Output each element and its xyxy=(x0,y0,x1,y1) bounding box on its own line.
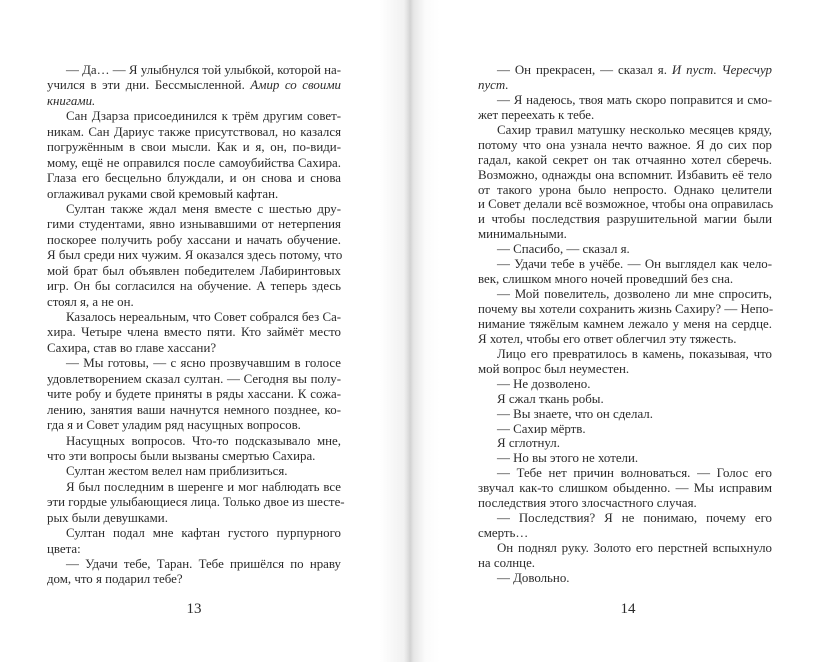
page-number-left: 13 xyxy=(186,601,202,617)
line-text: — Но вы этого не хотели. xyxy=(497,451,639,466)
text-line xyxy=(478,332,772,347)
line-text: Я был среди них чужим. Я оказался здесь потому, что xyxy=(47,248,343,263)
line-text: Сахир травил матушку несколько месяцев кряду, xyxy=(497,122,772,137)
text-line xyxy=(478,93,772,108)
left-page-text xyxy=(47,63,345,588)
line-text: гда я и Совет уладим ряд насущных вопросов. xyxy=(47,418,301,433)
line-text: Я хотел, чтобы его ответ облегчил эту тяжесть. xyxy=(478,331,737,346)
text-line xyxy=(478,153,772,168)
text-line xyxy=(478,197,772,212)
text-line xyxy=(478,78,772,93)
line-text: дом, что я подарил тебе? xyxy=(47,572,183,587)
text-line xyxy=(478,571,772,586)
line-text: — Мой повелитель, дозволено ли мне спросить, xyxy=(497,287,772,302)
line-text: — Тебе нет причин волноваться. — Голос его xyxy=(497,466,772,481)
line-text: и чтобы последствия разрушительной магии были xyxy=(478,212,772,227)
text-line xyxy=(478,466,772,481)
line-text: гадал, какой секрет он так отчаянно хотел сберечь. xyxy=(478,152,772,167)
text-line xyxy=(47,387,341,402)
line-text: игр. Он бы согласился на обучение. А теперь здесь xyxy=(47,279,341,294)
text-line xyxy=(47,356,341,371)
line-text: минимальными. xyxy=(478,227,567,242)
text-line xyxy=(47,341,341,356)
text-line xyxy=(47,372,341,387)
text-line xyxy=(47,526,341,541)
text-line xyxy=(478,451,772,466)
line-text: Я сжал ткань робы. xyxy=(497,391,604,406)
text-line xyxy=(47,464,341,479)
text-line xyxy=(47,325,341,340)
line-text: чите робу и будете приняты в ряды хассани. К сожа- xyxy=(47,387,341,402)
text-line xyxy=(47,310,341,325)
line-text: — Я надеюсь, твоя мать скоро поправится и смо- xyxy=(497,92,772,107)
text-line xyxy=(478,63,772,78)
line-text: рых были девушками. xyxy=(47,510,168,525)
line-text: звучал как-то слишком обыденно. — Мы исправим xyxy=(478,481,772,496)
line-text: Султан жестом велел нам приблизиться. xyxy=(66,464,288,479)
text-line xyxy=(478,541,772,556)
italic-text: книгами. xyxy=(47,93,96,108)
text-line xyxy=(47,542,341,557)
text-line xyxy=(47,449,341,464)
line-text: почему вы хотели сохранить жизнь Сахиру? — Непо- xyxy=(478,302,774,316)
text-line xyxy=(478,227,772,242)
line-text: — Довольно. xyxy=(497,570,570,585)
line-text: Казалось нереальным, что Совет собрался без Са- xyxy=(66,310,342,324)
text-line xyxy=(47,233,341,248)
text-line xyxy=(47,480,341,495)
text-line xyxy=(478,272,772,287)
line-text: стоял я, а не он. xyxy=(47,294,134,309)
text-line xyxy=(478,362,772,377)
line-text: мой вопрос был неуместен. xyxy=(478,361,630,376)
line-text: Сан Дзарза присоединился к трём другим совет- xyxy=(66,109,341,124)
line-text: — Спасибо, — сказал я. xyxy=(497,242,630,257)
text-line xyxy=(478,496,772,511)
text-line xyxy=(478,436,772,451)
line-text: лению, занятия ваши начнутся немного позднее, ко- xyxy=(47,402,341,417)
line-text: хира. Четыре члена вместо пяти. Кто займёт место xyxy=(47,325,341,340)
text-line xyxy=(47,403,341,418)
text-line xyxy=(478,392,772,407)
text-line xyxy=(47,557,341,572)
text-line xyxy=(47,156,341,171)
line-text: мому, ещё не оправился после самоубийства Сахира. xyxy=(47,155,341,170)
text-line xyxy=(478,481,772,496)
text-line xyxy=(478,242,772,257)
text-line xyxy=(47,572,341,587)
line-text: Сахира, став во главе хассани? xyxy=(47,340,217,355)
text-line xyxy=(478,257,772,272)
text-line xyxy=(47,279,341,294)
text-line xyxy=(47,94,341,109)
line-text: нимание тяжёлым камнем лежало у меня на сердце. xyxy=(478,316,772,331)
line-text: — Сахир мёртв. xyxy=(497,421,586,436)
text-line xyxy=(47,248,341,263)
line-text: — Он прекрасен, — сказал я. xyxy=(497,63,672,77)
text-line xyxy=(478,302,772,317)
text-line xyxy=(47,295,341,310)
text-line xyxy=(478,183,772,198)
text-line xyxy=(47,140,341,155)
italic-text: пуст. xyxy=(478,77,509,92)
line-text: век, слишком много ночей проведший без сна. xyxy=(478,272,734,287)
text-line xyxy=(47,125,341,140)
page-number-right: 14 xyxy=(620,601,636,617)
line-text: Я сглотнул. xyxy=(497,436,560,451)
text-line xyxy=(47,434,341,449)
line-text: жет переехать к тебе. xyxy=(478,107,595,122)
text-line xyxy=(47,264,341,279)
line-text: погружённым в свои мысли. Как и я, он, по-види- xyxy=(47,140,341,155)
line-text: цвета: xyxy=(47,541,81,556)
text-line xyxy=(47,418,341,433)
line-text: Он поднял руку. Золото его перстней вспыхнуло xyxy=(497,541,772,555)
line-text: поскорее получить робу хассани и начать обучение. xyxy=(47,232,341,247)
right-page-text xyxy=(478,63,772,586)
text-line xyxy=(478,123,772,138)
text-line xyxy=(47,171,341,186)
line-text: Насущных вопросов. Что-то подсказывало мне, xyxy=(66,433,341,448)
line-text: учился в эти дни. Бессмысленной. xyxy=(47,78,251,93)
text-line xyxy=(478,377,772,392)
italic-text: И пуст. Чересчур xyxy=(671,63,772,77)
line-text: — Удачи тебе в учёбе. — Он выглядел как чело- xyxy=(497,257,772,272)
line-text: Лицо его превратилось в камень, показывая, что xyxy=(497,346,772,361)
line-text: на солнце. xyxy=(478,555,536,570)
text-line xyxy=(47,202,341,217)
line-text: что эти вопросы были вызваны смертью Сахира. xyxy=(47,448,316,463)
line-text: потому что она узнала нечто важное. Я до сих пор xyxy=(478,137,772,152)
text-line xyxy=(478,317,772,332)
line-text: Глаза его бесцельно блуждали, и он снова и снова xyxy=(47,171,341,186)
line-text: никам. Сан Дариус также присутствовал, но казался xyxy=(47,124,341,139)
text-line xyxy=(478,347,772,362)
text-line xyxy=(478,526,772,541)
line-text: — Последствия? Я не понимаю, почему его xyxy=(497,511,772,526)
line-text: оглаживал руками свой кремовый кафтан. xyxy=(47,186,279,201)
line-text: гими студентами, явно изнывавшими от нетерпения xyxy=(47,217,341,232)
line-text: Возможно, однажды она вспомнит. Избавить её тело xyxy=(478,167,772,182)
text-line xyxy=(478,422,772,437)
text-line xyxy=(47,511,341,526)
text-line xyxy=(478,108,772,123)
text-line xyxy=(478,168,772,183)
line-text: мой брат был объявлен победителем Лабиринтовых xyxy=(47,263,341,278)
text-line xyxy=(47,109,341,124)
text-line xyxy=(47,63,341,78)
line-text: Султан также ждал меня вместе с шестью дру- xyxy=(66,201,341,216)
text-line xyxy=(47,78,341,93)
line-text: Я был последним в шеренге и мог наблюдать все xyxy=(66,479,341,494)
line-text: от такого урона было непросто. Однако целители xyxy=(478,182,772,197)
text-line xyxy=(478,138,772,153)
italic-text: Амир со своими xyxy=(250,78,341,93)
line-text: — Мы готовы, — с ясно прозвучавшим в голосе xyxy=(66,356,341,371)
book-spine-gutter xyxy=(380,0,440,662)
text-line xyxy=(478,511,772,526)
text-line xyxy=(47,217,341,232)
line-text: удовлетворением сказал султан. — Сегодня вы полу- xyxy=(47,371,341,386)
line-text: последствия этого злосчастного случая. xyxy=(478,496,697,511)
text-line xyxy=(478,287,772,302)
text-line xyxy=(47,495,345,510)
line-text: — Да… — Я улыбнулся той улыбкой, которой на- xyxy=(66,63,341,77)
text-line xyxy=(478,212,772,227)
line-text: и Совет делали всё возможное, чтобы она оправилась xyxy=(478,197,774,212)
text-line xyxy=(47,187,341,202)
text-line xyxy=(478,407,772,422)
line-text: — Удачи тебе, Таран. Тебе пришёлся по нраву xyxy=(66,557,341,571)
line-text: — Не дозволено. xyxy=(497,376,591,391)
line-text: Султан подал мне кафтан густого пурпурного xyxy=(66,526,341,541)
line-text: — Вы знаете, что он сделал. xyxy=(497,406,653,421)
line-text: смерть… xyxy=(478,526,529,541)
text-line xyxy=(478,556,772,571)
line-text: эти гордые улыбающиеся лица. Только двое из шесте- xyxy=(47,495,345,510)
